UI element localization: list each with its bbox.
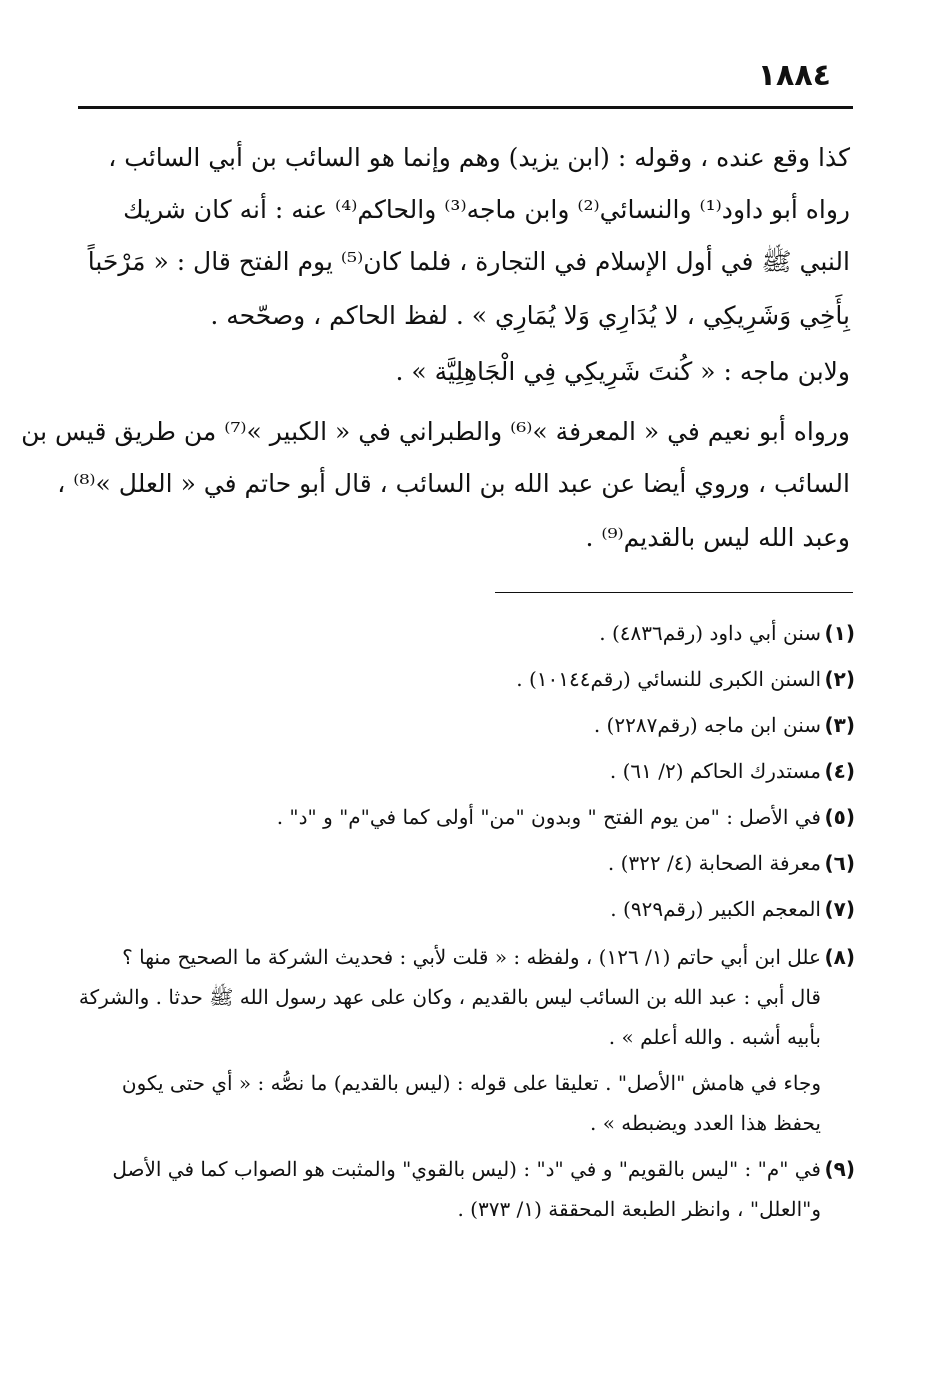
footnote-text: يحفظ هذا العدد ويضبطه » . <box>590 1111 821 1135</box>
body-line: رواه أبو داود⁽¹⁾ والنسائي⁽²⁾ وابن ماجه⁽³⁾ والحاكم⁽⁴⁾ عنه : أنه كان شريك <box>123 195 850 224</box>
body-line: النبي ﷺ في أول الإسلام في التجارة ، فلما كان⁽⁵⁾ يوم الفتح قال : « مَرْحَباً <box>87 247 850 276</box>
footnote-6 <box>608 848 855 878</box>
footnote-text: في "م" : "ليس بالقويم" و في "د" : (ليس بالقوي" والمثبت هو الصواب كما في الأصل <box>112 1157 821 1181</box>
body-line: وعبد الله ليس بالقديم⁽⁹⁾ . <box>585 523 850 552</box>
footnote-1 <box>599 618 855 648</box>
body-line: بِأَخِي وَشَرِيكِي ، لا يُدَارِي وَلا يُمَارِي » . لفظ الحاكم ، وصحّحه . <box>210 301 850 330</box>
footnote-text: بأبيه أشبه . والله أعلم » . <box>608 1025 821 1049</box>
body-line: السائب ، وروي أيضا عن عبد الله بن السائب ، قال أبو حاتم في « العلل »⁽⁸⁾ ، <box>57 469 850 498</box>
footnote-8 <box>122 942 855 972</box>
footnote-number: (٨) <box>824 945 855 969</box>
footnote-number: (٣) <box>824 713 855 737</box>
footnote-number: (٥) <box>824 805 855 829</box>
footnote-text: سنن أبي داود (رقم٤٨٣٦) . <box>599 621 821 645</box>
footnote-8-cont <box>122 1068 855 1098</box>
footnote-3 <box>594 710 855 740</box>
footnote-text: في الأصل : "من يوم الفتح " وبدون "من" أولى كما في"م" و "د" . <box>276 805 821 829</box>
footnote-number: (٦) <box>824 851 855 875</box>
footnote-9-cont <box>457 1194 855 1224</box>
footnote-number: (٧) <box>824 897 855 921</box>
footnote-text: وجاء في هامش "الأصل" . تعليقا على قوله : (ليس بالقديم) ما نصُّه : « أي حتى يكون <box>121 1071 821 1095</box>
footnote-text: مستدرك الحاكم (٢/ ٦١) . <box>609 759 821 783</box>
footnote-8-cont <box>590 1108 855 1138</box>
footnote-9 <box>112 1154 855 1184</box>
body-line: كذا وقع عنده ، وقوله : (ابن يزيد) وهم وإنما هو السائب بن أبي السائب ، <box>108 143 850 172</box>
page-number: ١٨٨٤ <box>757 58 831 93</box>
footnote-rule <box>495 592 853 593</box>
footnote-8-cont <box>79 982 855 1012</box>
footnote-text: علل ابن أبي حاتم (١/ ١٢٦) ، ولفظه : « قلت لأبي : فحديث الشركة ما الصحيح منها ؟ <box>122 945 821 969</box>
footnote-text: سنن ابن ماجه (رقم٢٢٨٧) . <box>593 713 821 737</box>
footnote-number: (١) <box>824 621 855 645</box>
footnote-4 <box>610 756 855 786</box>
body-line: ولابن ماجه : « كُنتَ شَرِيكِي فِي الْجَاهِلِيَّة » . <box>395 357 850 386</box>
footnote-7 <box>610 894 855 924</box>
footnote-text: المعجم الكبير (رقم٩٢٩) . <box>610 897 821 921</box>
body-line: ورواه أبو نعيم في « المعرفة »⁽⁶⁾ والطبراني في « الكبير »⁽⁷⁾ من طريق قيس بن <box>21 417 850 446</box>
footnote-number: (٤) <box>824 759 855 783</box>
footnote-text: معرفة الصحابة (٤/ ٣٢٢) . <box>607 851 821 875</box>
footnote-5 <box>277 802 855 832</box>
header-rule <box>78 106 853 109</box>
footnote-text: و"العلل" ، وانظر الطبعة المحققة (١/ ٣٧٣) . <box>457 1197 821 1221</box>
footnote-number: (٢) <box>824 667 855 691</box>
footnote-text: السنن الكبرى للنسائي (رقم١٠١٤٤) . <box>516 667 821 691</box>
footnote-number: (٩) <box>824 1157 855 1181</box>
footnote-8-cont <box>609 1022 855 1052</box>
footnote-2 <box>516 664 855 694</box>
footnote-text: قال أبي : عبد الله بن السائب ليس بالقديم ، وكان على عهد رسول الله ﷺ حدثا . والشركة <box>78 985 821 1009</box>
